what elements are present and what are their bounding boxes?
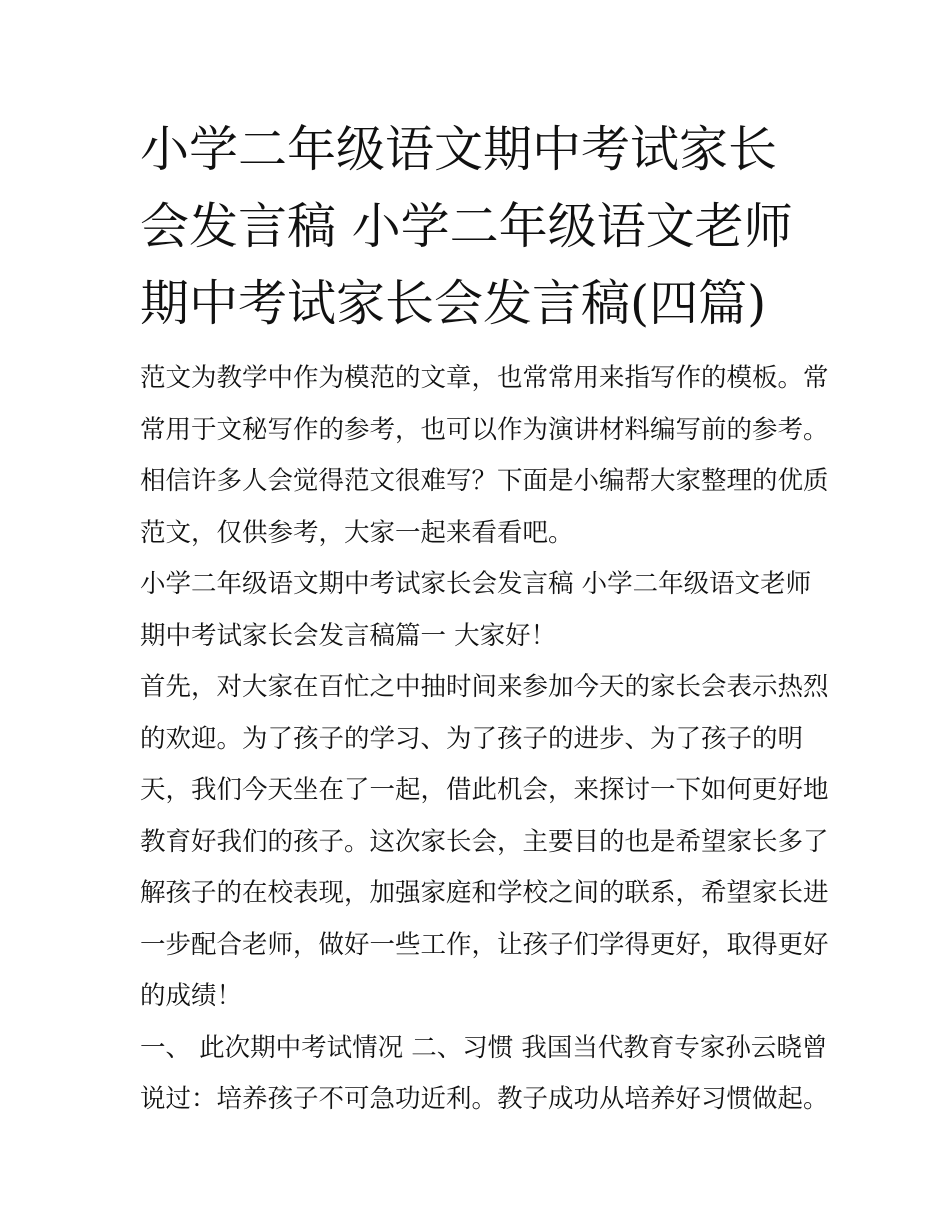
title-line: 会发言稿 小学二年级语文老师 — [140, 198, 793, 255]
body-line: 小学二年级语文期中考试家长会发言稿 小学二年级语文老师 — [140, 569, 812, 599]
document-body — [140, 353, 829, 1126]
body-line: 相信许多人会觉得范文很难写？下面是小编帮大家整理的优质 — [140, 466, 829, 496]
body-line: 教育好我们的孩子。这次家长会，主要目的也是希望家长多了 — [140, 826, 829, 857]
body-line: 的成绩！ — [140, 981, 243, 1011]
body-line: 范文为教学中作为模范的文章，也常常用来指写作的模板。常 — [140, 363, 829, 393]
body-line: 首先，对大家在百忙之中抽时间来参加今天的家长会表示热烈 — [140, 672, 829, 702]
body-line: 期中考试家长会发言稿篇一 大家好！ — [140, 620, 557, 651]
body-line: 解孩子的在校表现，加强家庭和学校之间的联系，希望家长进 — [140, 878, 829, 908]
body-line: 的欢迎。为了孩子的学习、为了孩子的进步、为了孩子的明 — [140, 723, 804, 754]
body-line: 常用于文秘写作的参考，也可以作为演讲材料编写前的参考。 — [140, 414, 829, 445]
title-line: 期中考试家长会发言稿(四篇) — [140, 275, 767, 332]
document-title — [140, 111, 820, 342]
body-line: 一步配合老师，做好一些工作，让孩子们学得更好，取得更好 — [140, 929, 829, 960]
body-line: 天，我们今天坐在了一起，借此机会，来探讨一下如何更好地 — [140, 775, 829, 805]
body-line: 一、 此次期中考试情况 二、习惯 我国当代教育专家孙云晓曾 — [140, 1032, 828, 1063]
body-line: 说过：培养孩子不可急功近利。教子成功从培养好习惯做起。 — [140, 1084, 829, 1114]
title-line: 小学二年级语文期中考试家长 — [140, 121, 778, 178]
body-line: 范文，仅供参考，大家一起来看看吧。 — [140, 517, 574, 548]
